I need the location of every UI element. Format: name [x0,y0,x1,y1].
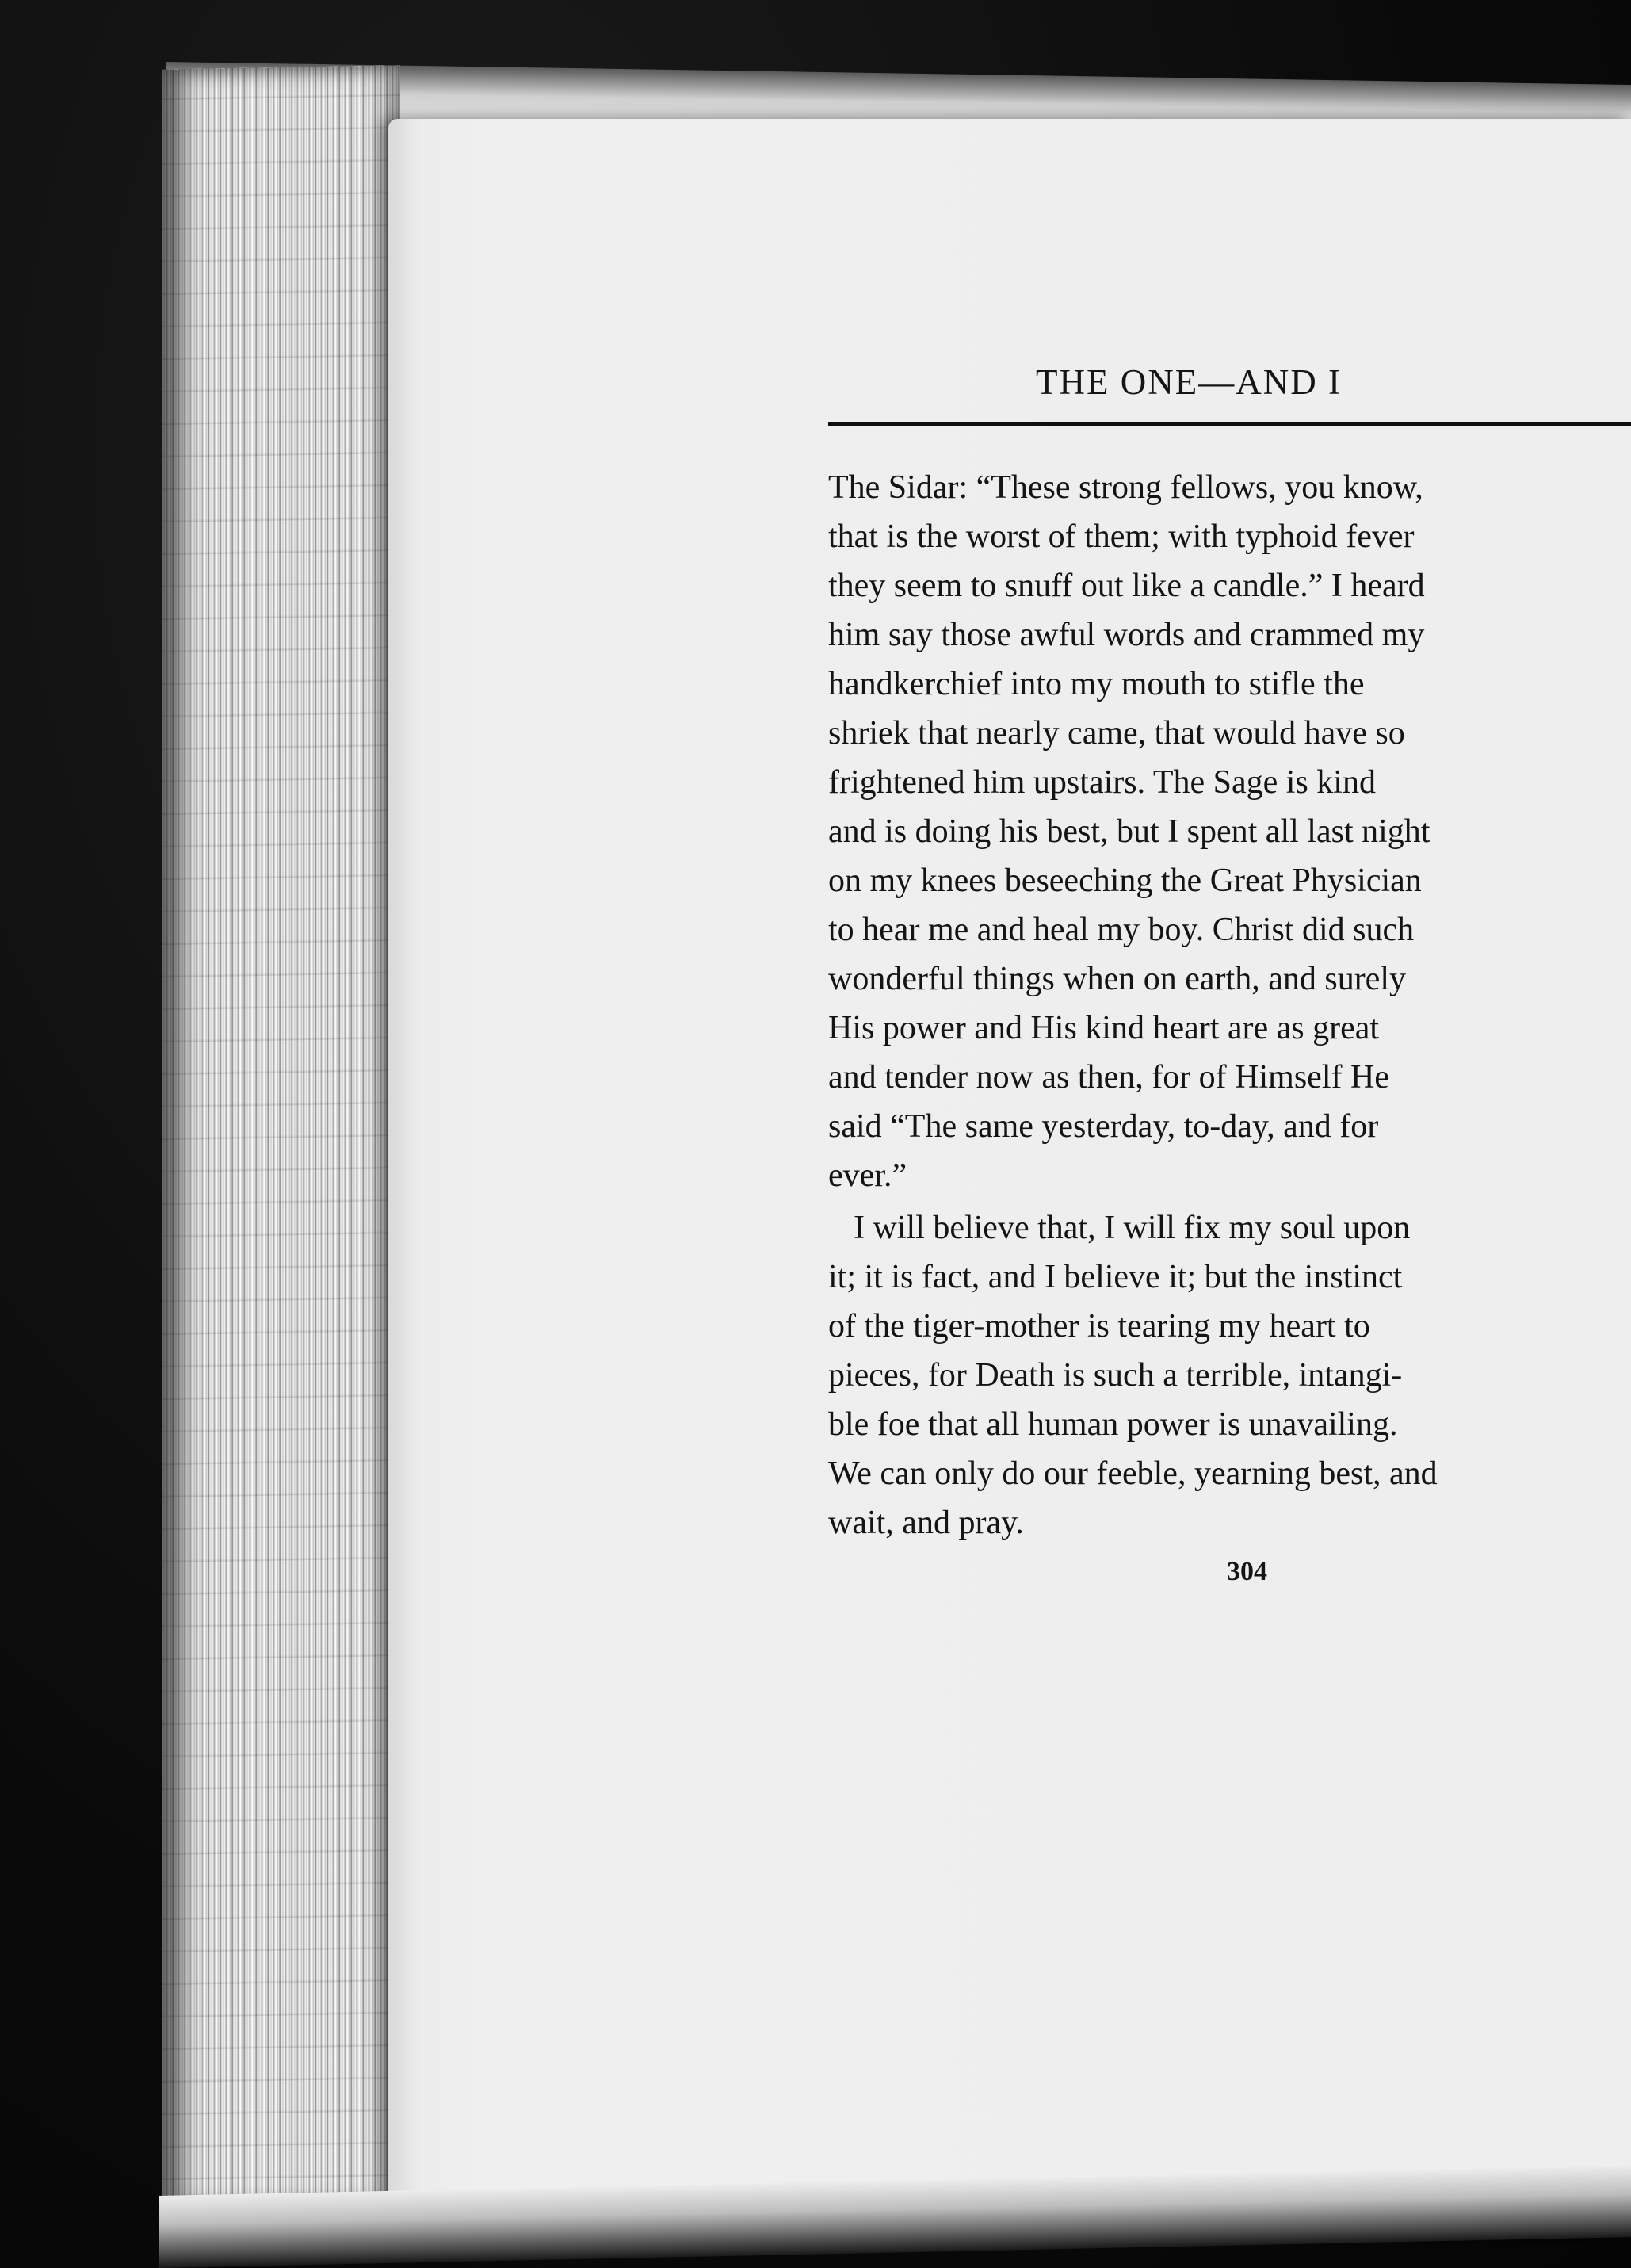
page-edges-stack [162,65,400,2209]
text-line: wonderful things when on earth, and surely [828,961,1406,997]
text-line: to hear me and heal my boy. Christ did such [828,912,1415,948]
text-line: that is the worst of them; with typhoid fever [828,518,1415,555]
page-number: 304 [1227,1557,1267,1586]
text-line: ever.” [828,1157,907,1194]
page-text-block [828,349,1631,1934]
text-line: The Sidar: “These strong fellows, you know, [828,469,1423,506]
text-line: wait, and pray. [828,1505,1024,1541]
text-line: it; it is fact, and I believe it; but the instinct [828,1259,1403,1295]
text-line: on my knees beseeching the Great Physician [828,862,1422,899]
text-line: I will believe that, I will fix my soul upon [854,1210,1411,1246]
text-line: His power and His kind heart are as great [828,1010,1380,1046]
header-rule [828,422,1631,426]
text-line: pieces, for Death is such a terrible, intangi- [828,1357,1403,1394]
text-line: ble foe that all human power is unavailing. [828,1406,1398,1443]
text-line: and tender now as then, for of Himself He [828,1059,1389,1096]
text-line: him say those awful words and crammed my [828,617,1425,653]
text-line: of the tiger-mother is tearing my heart to [828,1308,1370,1344]
text-line: they seem to snuff out like a candle.” I heard [828,568,1425,604]
text-line: shriek that nearly came, that would have so [828,715,1405,752]
text-line: handkerchief into my mouth to stifle the [828,666,1365,702]
running-head: THE ONE—AND I [1036,362,1342,402]
text-line: and is doing his best, but I spent all last night [828,813,1430,850]
text-line: said “The same yesterday, to-day, and for [828,1108,1379,1145]
text-line: We can only do our feeble, yearning best, and [828,1455,1438,1492]
text-line: frightened him upstairs. The Sage is kind [828,764,1376,801]
